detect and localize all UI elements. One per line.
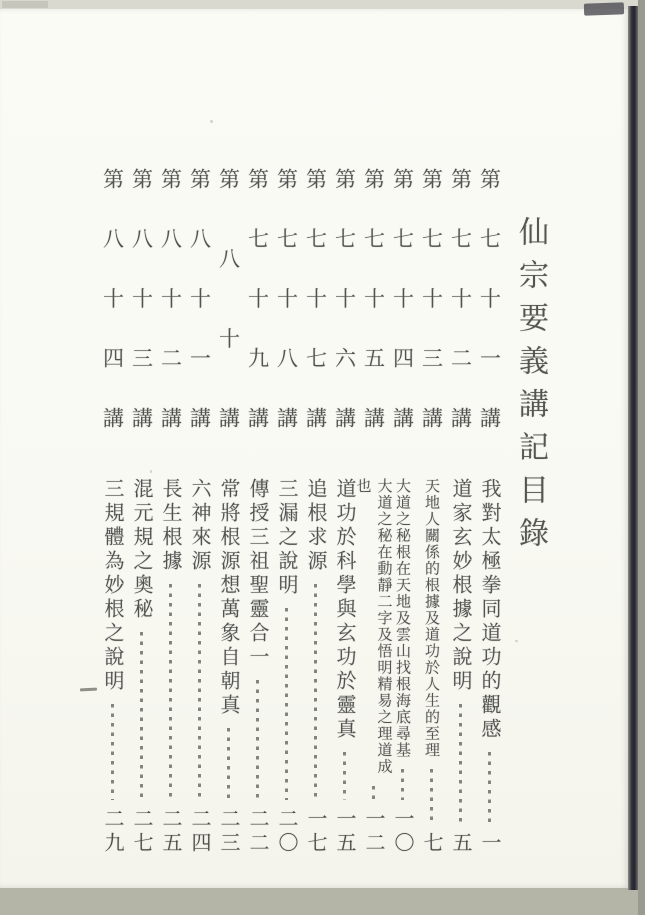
paper-speck xyxy=(210,120,213,123)
lecture-number: 第七十一講 xyxy=(477,168,502,428)
table-of-contents xyxy=(96,168,552,868)
page-number: 七 xyxy=(420,832,442,856)
lecture-title: 三漏之說明 xyxy=(275,478,297,598)
lecture-number: 第七十八講 xyxy=(274,168,299,428)
lecture-number: 第七十五講 xyxy=(361,168,386,428)
toc-entry xyxy=(185,168,214,858)
page-number: 五 xyxy=(449,832,471,856)
toc-entry xyxy=(301,168,330,858)
lecture-title: 大道之秘在動靜二字及悟明精易之理道成也 xyxy=(354,478,392,775)
dotted-leader xyxy=(401,769,404,801)
scan-edge-top xyxy=(0,0,645,9)
dotted-leader xyxy=(169,584,172,800)
page-title: 仙宗要義講記目錄 xyxy=(514,216,547,560)
lecture-title: 天地人關係的根據及道功於人生的至理 xyxy=(423,478,439,759)
dotted-leader xyxy=(488,752,491,824)
page-number: 一七 xyxy=(304,808,326,856)
lecture-number: 第七十三講 xyxy=(419,168,444,428)
dotted-leader xyxy=(372,786,375,800)
scan-edge-right xyxy=(638,0,645,915)
page-number: 二四 xyxy=(188,808,210,856)
ink-smudge xyxy=(584,2,624,15)
lecture-title: 三規體為妙根之說明 xyxy=(101,478,123,694)
toc-entry xyxy=(272,168,301,858)
page-number: 一二 xyxy=(362,808,384,856)
page-number: 二二 xyxy=(246,808,268,856)
lecture-number: 第八十三講 xyxy=(129,168,154,428)
dotted-leader xyxy=(314,584,317,800)
dotted-leader xyxy=(459,704,462,824)
lecture-number: 第七十七講 xyxy=(303,168,328,428)
page-number: 二〇 xyxy=(275,808,297,856)
toc-entry xyxy=(243,168,272,858)
lecture-number: 第八十一講 xyxy=(187,168,212,428)
lecture-number: 第八十講 xyxy=(216,168,241,428)
lecture-number: 第七十二講 xyxy=(448,168,473,428)
dotted-leader xyxy=(111,704,114,800)
page-number: 一 xyxy=(478,832,500,856)
dotted-leader xyxy=(256,680,259,800)
lecture-title: 追根求源 xyxy=(304,478,326,574)
dotted-leader xyxy=(343,752,346,800)
lecture-number: 第八十四講 xyxy=(100,168,125,428)
toc-entry xyxy=(475,168,504,858)
toc-entry xyxy=(127,168,156,858)
scan-edge-bottom xyxy=(0,888,645,915)
lecture-title: 傳授三祖聖靈合一 xyxy=(246,478,268,670)
page-number: 二三 xyxy=(217,808,239,856)
toc-entry xyxy=(98,168,127,858)
toc-entry xyxy=(156,168,185,858)
lecture-number: 第七十九講 xyxy=(245,168,270,428)
lecture-title: 六神來源 xyxy=(188,478,210,574)
lecture-number: 第七十六講 xyxy=(332,168,357,428)
lecture-number: 第七十四講 xyxy=(390,168,415,428)
page-number: 二九 xyxy=(101,808,123,856)
toc-entry xyxy=(446,168,475,858)
lecture-title: 道家玄妙根據之說明 xyxy=(449,478,471,694)
page-number: 二五 xyxy=(159,808,181,856)
lecture-title: 大道之秘根在天地及雲山找根海底尋基 xyxy=(394,478,410,759)
dotted-leader xyxy=(198,584,201,800)
page-number: 二七 xyxy=(130,808,152,856)
lecture-title: 長生根據 xyxy=(159,478,181,574)
page-number: 一〇 xyxy=(391,808,413,856)
page-number: 一五 xyxy=(333,808,355,856)
scan-noise-mark xyxy=(2,1,48,8)
lecture-title: 混元規之奧秘 xyxy=(130,478,152,622)
dotted-leader xyxy=(227,728,230,800)
toc-entry xyxy=(354,168,392,858)
lecture-title: 道功於科學與玄功於靈真 xyxy=(333,478,355,742)
lecture-number: 第八十二講 xyxy=(158,168,183,428)
dotted-leader xyxy=(140,632,143,800)
lecture-title: 常將根源想萬象自朝真 xyxy=(217,478,239,718)
dotted-leader xyxy=(285,608,288,800)
toc-entry xyxy=(417,168,446,858)
book-spine-shadow xyxy=(628,6,638,890)
dotted-leader xyxy=(430,769,433,825)
toc-entry xyxy=(214,168,243,858)
lecture-title: 我對太極拳同道功的觀感 xyxy=(478,478,500,742)
